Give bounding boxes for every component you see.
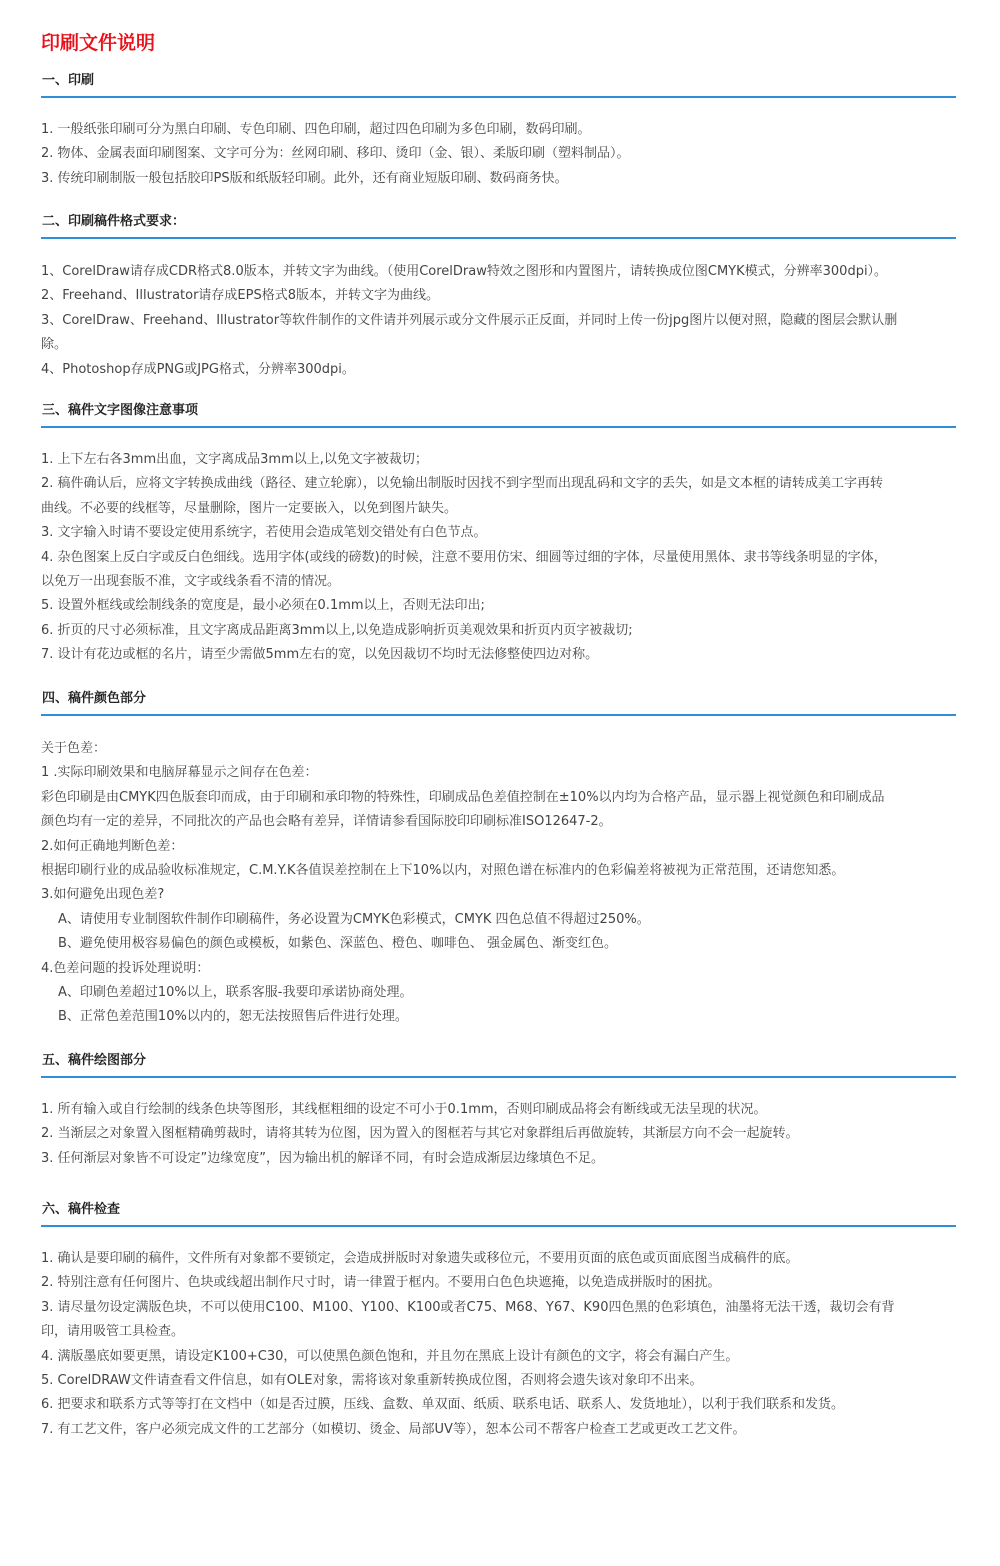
section-heading xyxy=(41,1201,956,1227)
paragraph-line: 3. 任何渐层对象皆不可设定”边缘宽度”，因为输出机的解译不同，有时会造成渐层边缘填色不足。 xyxy=(41,1150,605,1166)
paragraph-line: 4、Photoshop存成PNG或JPG格式，分辨率300dpi。 xyxy=(41,361,355,377)
section-heading-text: 五、稿件绘图部分 xyxy=(42,1053,147,1068)
paragraph-line: 1. 所有输入或自行绘制的线条色块等图形，其线框粗细的设定不可小于0.1mm，否则印刷成品将会有断线或无法呈现的状况。 xyxy=(41,1102,767,1117)
paragraph-line: 1 .实际印刷效果和电脑屏幕显示之间存在色差： xyxy=(41,765,318,781)
section-heading xyxy=(41,213,956,239)
section-body xyxy=(41,260,961,382)
paragraph-line: 4. 杂色图案上反白字或反白色细线。选用字体(或线的磅数)的时候，注意不要用仿宋、细圆等过细的字体，尽量使用黑体、隶书等线条明显的字体， xyxy=(41,549,887,565)
paragraph-line: 关于色差： xyxy=(41,741,107,756)
paragraph-line: 3、CorelDraw、Freehand、Illustrator等软件制作的文件请并列展示或分文件展示正反面，并同时上传一份jpg图片以便对照，隐藏的图层会默认删 xyxy=(41,312,898,328)
page-title: 印刷文件说明 xyxy=(41,32,156,54)
paragraph-line: 2. 当渐层之对象置入图框精确剪裁时，请将其转为位图，因为置入的图框若与其它对象群组后再做旋转，其渐层方向不会一起旋转。 xyxy=(41,1126,799,1142)
paragraph-line: 4. 满版墨底如要更黑，请设定K100+C30，可以使黑色颜色饱和，并且勿在黑底上设计有颜色的文字，将会有漏白产生。 xyxy=(41,1348,739,1364)
section-heading-text: 一、印刷 xyxy=(42,73,95,88)
paragraph-line: 根据印刷行业的成品验收标准规定，C.M.Y.K各值误差控制在上下10%以内，对照色谱在标准内的色彩偏差将被视为正常范围，还请您知悉。 xyxy=(41,863,845,879)
section-heading xyxy=(41,690,956,716)
section-heading-text: 二、印刷稿件格式要求： xyxy=(42,214,186,229)
paragraph-line: 2、Freehand、Illustrator请存成EPS格式8版本，并转文字为曲线。 xyxy=(41,288,440,304)
paragraph-line: 2.如何正确地判断色差： xyxy=(41,838,184,854)
paragraph-line: 1、CorelDraw请存成CDR格式8.0版本，并转文字为曲线。（使用CorelDraw特效之图形和内置图片，请转换成位图CMYK模式，分辨率300dpi）。 xyxy=(41,264,888,279)
section-body xyxy=(41,1098,961,1171)
paragraph-line: A、印刷色差超过10%以上，联系客服-我要印承诺协商处理。 xyxy=(58,985,413,1001)
paragraph-line: 7. 有工艺文件，客户必须完成文件的工艺部分（如模切、烫金、局部UV等），恕本公司不帮客户检查工艺或更改工艺文件。 xyxy=(41,1421,746,1437)
paragraph-line: 除。 xyxy=(41,337,68,353)
section-body xyxy=(41,118,961,191)
paragraph-line: 4.色差问题的投诉处理说明： xyxy=(41,960,210,976)
paragraph-line: B、避免使用极容易偏色的颜色或模板，如紫色、深蓝色、橙色、咖啡色、 强金属色、渐变红色。 xyxy=(58,936,618,952)
paragraph-line: 印，请用吸管工具检查。 xyxy=(41,1324,185,1340)
section-heading xyxy=(41,402,956,428)
section-heading-text: 六、稿件检查 xyxy=(42,1202,121,1217)
paragraph-line: 6. 把要求和联系方式等等打在文档中（如是否过膜，压线、盒数、单双面、纸质、联系电话、联系人、发货地址），以利于我们联系和发货。 xyxy=(41,1397,845,1413)
paragraph-line: 1. 一般纸张印刷可分为黑白印刷、专色印刷、四色印刷，超过四色印刷为多色印刷，数码印刷。 xyxy=(41,122,591,137)
paragraph-line: 1. 确认是要印刷的稿件，文件所有对象都不要锁定，会造成拼版时对象遗失或移位元，不要用页面的底色或页面底图当成稿件的底。 xyxy=(41,1251,799,1266)
section-heading xyxy=(41,72,956,98)
paragraph-line: 曲线。不必要的线框等，尽量删除，图片一定要嵌入，以免到图片缺失。 xyxy=(41,500,458,516)
paragraph-line: 6. 折页的尺寸必须标准，且文字离成品距离3mm以上,以免造成影响折页美观效果和折页内页字被裁切; xyxy=(41,622,633,638)
paragraph-line: 7. 设计有花边或框的名片，请至少需做5mm左右的宽，以免因裁切不均时无法修整使四边对称。 xyxy=(41,647,599,663)
paragraph-line: 5. CorelDRAW文件请查看文件信息，如有OLE对象，需将该对象重新转换成位图，否则将会遗失该对象印不出来。 xyxy=(41,1373,703,1389)
paragraph-line: 1. 上下左右各3mm出血，文字离成品3mm以上,以免文字被裁切； xyxy=(41,452,428,467)
section-body xyxy=(41,1247,961,1442)
paragraph-line: 以免万一出现套版不准，文字或线条看不清的情况。 xyxy=(41,574,341,590)
section-heading-text: 三、稿件文字图像注意事项 xyxy=(42,403,199,418)
paragraph-line: 2. 稿件确认后，应将文字转换成曲线（路径、建立轮廓），以免输出制版时因找不到字型而出现乱码和文字的丢失，如是文本框的请转成美工字再转 xyxy=(41,476,884,492)
paragraph-line: 3. 文字输入时请不要设定使用系统字，若使用会造成笔划交错处有白色节点。 xyxy=(41,525,487,541)
paragraph-line: A、请使用专业制图软件制作印刷稿件，务必设置为CMYK色彩模式，CMYK 四色总值不得超过250%。 xyxy=(58,911,650,927)
paragraph-line: 3. 请尽量勿设定满版色块，不可以使用C100、M100、Y100、K100或者C75、M68、Y67、K90四色黑的色彩填色，油墨将无法干透，裁切会有背 xyxy=(41,1299,895,1315)
paragraph-line: 5. 设置外框线或绘制线条的宽度是，最小必须在0.1mm以上，否则无法印出; xyxy=(41,598,485,614)
section-body xyxy=(41,737,961,1030)
paragraph-line: 3.如何避免出现色差? xyxy=(41,887,165,903)
paragraph-line: 颜色均有一定的差异，不同批次的产品也会略有差异，详情请参看国际胶印印刷标准ISO12647-2。 xyxy=(41,814,612,830)
paragraph-line: 3. 传统印刷制版一般包括胶印PS版和纸版轻印刷。此外，还有商业短版印刷、数码商务快。 xyxy=(41,170,568,186)
paragraph-line: 2. 物体、金属表面印刷图案、文字可分为：丝网印刷、移印、烫印（金、银）、柔版印刷（塑料制品）。 xyxy=(41,146,630,162)
section-heading xyxy=(41,1052,956,1078)
paragraph-line: B、正常色差范围10%以内的，恕无法按照售后件进行处理。 xyxy=(58,1009,408,1025)
paragraph-line: 2. 特别注意有任何图片、色块或线超出制作尺寸时，请一律置于框内。不要用白色色块遮掩，以免造成拼版时的困扰。 xyxy=(41,1275,721,1291)
section-body xyxy=(41,448,961,668)
section-heading-text: 四、稿件颜色部分 xyxy=(42,691,147,706)
paragraph-line: 彩色印刷是由CMYK四色版套印而成，由于印刷和承印物的特殊性，印刷成品色差值控制在±10%以内均为合格产品，显示器上视觉颜色和印刷成品 xyxy=(41,789,885,805)
